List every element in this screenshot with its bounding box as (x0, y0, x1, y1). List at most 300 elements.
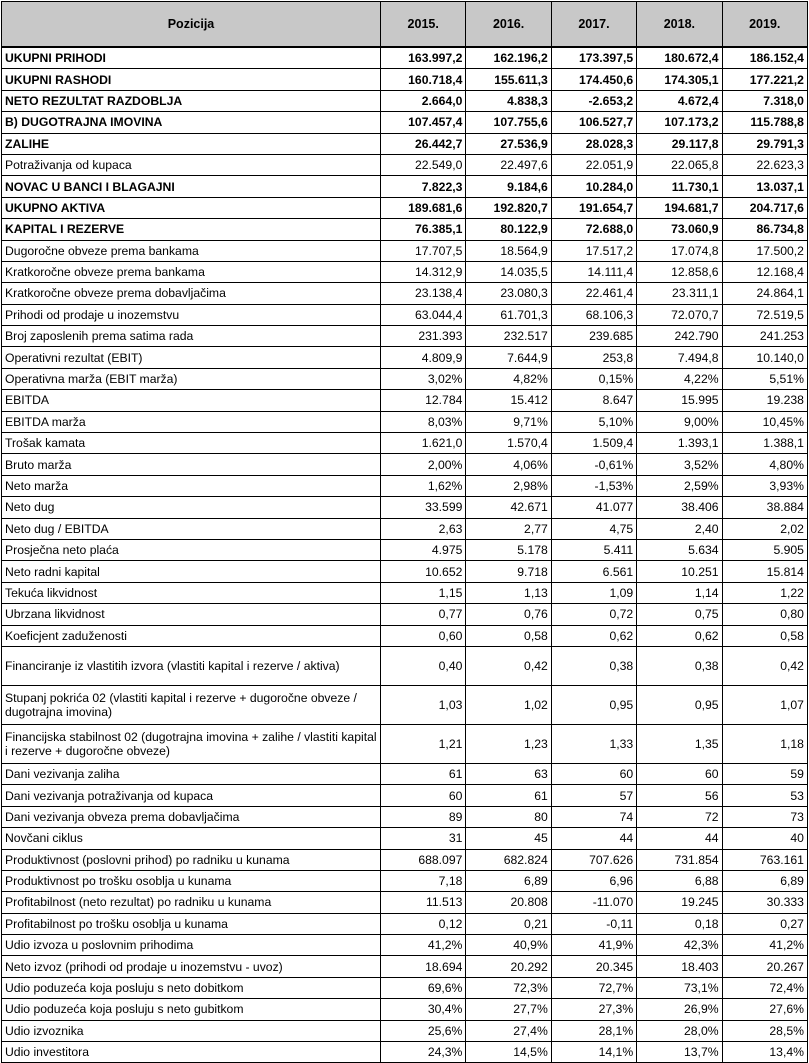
row-label: Neto marža (2, 475, 381, 496)
header-position: Pozicija (2, 2, 381, 48)
value-cell-2019: 2,02 (722, 518, 807, 539)
value-cell-2017: 60 (551, 763, 636, 784)
value-cell-2015: 1,21 (381, 724, 466, 763)
row-label: NOVAC U BANCI I BLAGAJNI (2, 176, 381, 197)
value-cell-2017: 173.397,5 (551, 47, 636, 69)
value-cell-2018: 72 (637, 806, 722, 827)
value-cell-2018: 26,9% (637, 999, 722, 1020)
table-header (2, 2, 808, 48)
value-cell-2018: 2,40 (637, 518, 722, 539)
table-row (2, 133, 808, 154)
value-cell-2018: 0,75 (637, 604, 722, 625)
value-cell-2015: 24,3% (381, 1042, 466, 1063)
value-cell-2015: 160.718,4 (381, 69, 466, 90)
value-cell-2017: 28.028,3 (551, 133, 636, 154)
value-cell-2017: 27,3% (551, 999, 636, 1020)
value-cell-2017: 4,75 (551, 518, 636, 539)
value-cell-2016: 20.292 (466, 956, 551, 977)
value-cell-2017: 20.345 (551, 956, 636, 977)
value-cell-2015: 231.393 (381, 326, 466, 347)
value-cell-2016: 80.122,9 (466, 219, 551, 240)
value-cell-2018: 194.681,7 (637, 197, 722, 218)
value-cell-2016: 9.718 (466, 561, 551, 582)
value-cell-2018: 23.311,1 (637, 283, 722, 304)
value-cell-2018: 4,22% (637, 368, 722, 389)
row-label: Udio poduzeća koja posluju s neto gubitkom (2, 999, 381, 1020)
value-cell-2019: 53 (722, 785, 807, 806)
value-cell-2017: 72,7% (551, 977, 636, 998)
value-cell-2017: 0,62 (551, 625, 636, 646)
value-cell-2016: 107.755,6 (466, 112, 551, 133)
value-cell-2015: 12.784 (381, 390, 466, 411)
value-cell-2015: 89 (381, 806, 466, 827)
value-cell-2018: 1,14 (637, 582, 722, 603)
value-cell-2015: 61 (381, 763, 466, 784)
table-row (2, 870, 808, 891)
value-cell-2017: 22.461,4 (551, 283, 636, 304)
value-cell-2017: 72.688,0 (551, 219, 636, 240)
value-cell-2017: 0,15% (551, 368, 636, 389)
value-cell-2018: 18.403 (637, 956, 722, 977)
value-cell-2016: 63 (466, 763, 551, 784)
row-label: EBITDA marža (2, 411, 381, 432)
value-cell-2016: 22.497,6 (466, 154, 551, 175)
value-cell-2015: 688.097 (381, 849, 466, 870)
row-label: NETO REZULTAT RAZDOBLJA (2, 90, 381, 111)
header-year-2016: 2016. (466, 2, 551, 48)
value-cell-2019: 0,58 (722, 625, 807, 646)
value-cell-2015: 2.664,0 (381, 90, 466, 111)
row-label: Financijska stabilnost 02 (dugotrajna imovina + zalihe / vlastiti kapital i rezerve + dugoročne obveze) (2, 724, 381, 763)
value-cell-2017: 10.284,0 (551, 176, 636, 197)
value-cell-2018: 174.305,1 (637, 69, 722, 90)
value-cell-2017: 6,96 (551, 870, 636, 891)
value-cell-2019: 115.788,8 (722, 112, 807, 133)
row-label: Neto dug / EBITDA (2, 518, 381, 539)
table-row (2, 240, 808, 261)
value-cell-2016: 682.824 (466, 849, 551, 870)
row-label: Udio izvoznika (2, 1020, 381, 1041)
value-cell-2017: 5,10% (551, 411, 636, 432)
row-label: Udio izvoza u poslovnim prihodima (2, 935, 381, 956)
value-cell-2017: 14.111,4 (551, 261, 636, 282)
table-row (2, 347, 808, 368)
row-label: Bruto marža (2, 454, 381, 475)
value-cell-2017: -1,53% (551, 475, 636, 496)
table-row (2, 454, 808, 475)
value-cell-2019: 1,18 (722, 724, 807, 763)
value-cell-2019: 177.221,2 (722, 69, 807, 90)
value-cell-2016: 9,71% (466, 411, 551, 432)
value-cell-2018: 17.074,8 (637, 240, 722, 261)
value-cell-2015: 1,03 (381, 685, 466, 724)
value-cell-2017: 174.450,6 (551, 69, 636, 90)
value-cell-2015: 7.822,3 (381, 176, 466, 197)
value-cell-2017: 57 (551, 785, 636, 806)
table-row (2, 935, 808, 956)
value-cell-2016: 4.838,3 (466, 90, 551, 111)
value-cell-2017: 239.685 (551, 326, 636, 347)
value-cell-2015: 25,6% (381, 1020, 466, 1041)
value-cell-2015: 33.599 (381, 497, 466, 518)
row-label: Dani vezivanja zaliha (2, 763, 381, 784)
value-cell-2015: 1,62% (381, 475, 466, 496)
value-cell-2017: 1,09 (551, 582, 636, 603)
value-cell-2015: 0,77 (381, 604, 466, 625)
value-cell-2019: 20.267 (722, 956, 807, 977)
row-label: Produktivnost po trošku osoblja u kunama (2, 870, 381, 891)
value-cell-2016: 40,9% (466, 935, 551, 956)
row-label: EBITDA (2, 390, 381, 411)
value-cell-2016: 61 (466, 785, 551, 806)
value-cell-2018: 242.790 (637, 326, 722, 347)
value-cell-2019: 29.791,3 (722, 133, 807, 154)
value-cell-2016: 0,21 (466, 913, 551, 934)
value-cell-2016: 23.080,3 (466, 283, 551, 304)
value-cell-2015: 63.044,4 (381, 304, 466, 325)
value-cell-2018: 73.060,9 (637, 219, 722, 240)
table-row (2, 685, 808, 724)
value-cell-2016: 14.035,5 (466, 261, 551, 282)
value-cell-2016: 4,82% (466, 368, 551, 389)
value-cell-2019: 10,45% (722, 411, 807, 432)
table-row (2, 724, 808, 763)
table-row (2, 999, 808, 1020)
value-cell-2019: 38.884 (722, 497, 807, 518)
table-row (2, 304, 808, 325)
value-cell-2015: 189.681,6 (381, 197, 466, 218)
value-cell-2019: 30.333 (722, 892, 807, 913)
table-row (2, 1020, 808, 1041)
table-row (2, 497, 808, 518)
value-cell-2019: 3,93% (722, 475, 807, 496)
value-cell-2017: 707.626 (551, 849, 636, 870)
value-cell-2016: 15.412 (466, 390, 551, 411)
value-cell-2018: 29.117,8 (637, 133, 722, 154)
table-row (2, 913, 808, 934)
value-cell-2017: 0,95 (551, 685, 636, 724)
value-cell-2019: 41,2% (722, 935, 807, 956)
value-cell-2018: 60 (637, 763, 722, 784)
value-cell-2015: 1,15 (381, 582, 466, 603)
value-cell-2017: 0,72 (551, 604, 636, 625)
value-cell-2017: 191.654,7 (551, 197, 636, 218)
table-row (2, 977, 808, 998)
value-cell-2019: 186.152,4 (722, 47, 807, 69)
row-label: Novčani ciklus (2, 828, 381, 849)
value-cell-2018: 0,18 (637, 913, 722, 934)
value-cell-2016: 6,89 (466, 870, 551, 891)
value-cell-2019: 241.253 (722, 326, 807, 347)
value-cell-2016: 1,02 (466, 685, 551, 724)
value-cell-2015: 26.442,7 (381, 133, 466, 154)
value-cell-2019: 17.500,2 (722, 240, 807, 261)
table-row (2, 539, 808, 560)
value-cell-2019: 72,4% (722, 977, 807, 998)
value-cell-2019: 0,42 (722, 646, 807, 685)
value-cell-2015: 2,63 (381, 518, 466, 539)
row-label: Profitabilnost (neto rezultat) po radniku u kunama (2, 892, 381, 913)
value-cell-2017: 8.647 (551, 390, 636, 411)
value-cell-2019: 204.717,6 (722, 197, 807, 218)
value-cell-2018: 0,38 (637, 646, 722, 685)
row-label: Broj zaposlenih prema satima rada (2, 326, 381, 347)
value-cell-2016: 0,76 (466, 604, 551, 625)
financial-indicators-table (1, 1, 808, 1063)
value-cell-2019: 0,27 (722, 913, 807, 934)
row-label: Operativni rezultat (EBIT) (2, 347, 381, 368)
row-label: Tekuća likvidnost (2, 582, 381, 603)
table-row (2, 849, 808, 870)
value-cell-2015: 3,02% (381, 368, 466, 389)
value-cell-2019: 10.140,0 (722, 347, 807, 368)
table-row (2, 90, 808, 111)
value-cell-2018: 10.251 (637, 561, 722, 582)
table-row (2, 219, 808, 240)
value-cell-2018: 7.494,8 (637, 347, 722, 368)
value-cell-2019: 27,6% (722, 999, 807, 1020)
value-cell-2018: 107.173,2 (637, 112, 722, 133)
value-cell-2019: 1,07 (722, 685, 807, 724)
value-cell-2016: 192.820,7 (466, 197, 551, 218)
value-cell-2018: 12.858,6 (637, 261, 722, 282)
value-cell-2018: 180.672,4 (637, 47, 722, 69)
row-label: UKUPNO AKTIVA (2, 197, 381, 218)
value-cell-2015: 22.549,0 (381, 154, 466, 175)
value-cell-2015: 18.694 (381, 956, 466, 977)
value-cell-2018: 4.672,4 (637, 90, 722, 111)
value-cell-2017: 41,9% (551, 935, 636, 956)
value-cell-2018: 28,0% (637, 1020, 722, 1041)
value-cell-2018: 9,00% (637, 411, 722, 432)
value-cell-2019: 28,5% (722, 1020, 807, 1041)
table-row (2, 625, 808, 646)
value-cell-2016: 0,42 (466, 646, 551, 685)
row-label: Ubrzana likvidnost (2, 604, 381, 625)
value-cell-2015: 30,4% (381, 999, 466, 1020)
row-label: Dugoročne obveze prema bankama (2, 240, 381, 261)
value-cell-2016: 155.611,3 (466, 69, 551, 90)
value-cell-2018: 11.730,1 (637, 176, 722, 197)
value-cell-2019: 0,80 (722, 604, 807, 625)
header-year-2018: 2018. (637, 2, 722, 48)
value-cell-2017: -11.070 (551, 892, 636, 913)
value-cell-2017: -0,11 (551, 913, 636, 934)
value-cell-2017: 253,8 (551, 347, 636, 368)
table-row (2, 518, 808, 539)
value-cell-2018: 2,59% (637, 475, 722, 496)
value-cell-2019: 5,51% (722, 368, 807, 389)
value-cell-2019: 24.864,1 (722, 283, 807, 304)
value-cell-2019: 1,22 (722, 582, 807, 603)
row-label: UKUPNI RASHODI (2, 69, 381, 90)
value-cell-2018: 0,62 (637, 625, 722, 646)
value-cell-2019: 4,80% (722, 454, 807, 475)
table-row (2, 112, 808, 133)
value-cell-2017: 1,33 (551, 724, 636, 763)
row-label: Dani vezivanja obveza prema dobavljačima (2, 806, 381, 827)
row-label: Koeficjent zaduženosti (2, 625, 381, 646)
value-cell-2019: 19.238 (722, 390, 807, 411)
table-row (2, 176, 808, 197)
value-cell-2017: -0,61% (551, 454, 636, 475)
value-cell-2017: 5.411 (551, 539, 636, 560)
value-cell-2019: 72.519,5 (722, 304, 807, 325)
value-cell-2016: 9.184,6 (466, 176, 551, 197)
value-cell-2015: 76.385,1 (381, 219, 466, 240)
row-label: Neto izvoz (prihodi od prodaje u inozemstvu - uvoz) (2, 956, 381, 977)
value-cell-2017: 74 (551, 806, 636, 827)
value-cell-2015: 7,18 (381, 870, 466, 891)
value-cell-2016: 1.570,4 (466, 433, 551, 454)
row-label: Operativna marža (EBIT marža) (2, 368, 381, 389)
value-cell-2019: 12.168,4 (722, 261, 807, 282)
value-cell-2018: 5.634 (637, 539, 722, 560)
header-row (2, 2, 808, 48)
row-label: Profitabilnost po trošku osoblja u kunama (2, 913, 381, 934)
row-label: ZALIHE (2, 133, 381, 154)
value-cell-2018: 6,88 (637, 870, 722, 891)
value-cell-2017: 1.509,4 (551, 433, 636, 454)
value-cell-2018: 42,3% (637, 935, 722, 956)
table-row (2, 69, 808, 90)
value-cell-2017: 0,38 (551, 646, 636, 685)
value-cell-2019: 7.318,0 (722, 90, 807, 111)
value-cell-2018: 72.070,7 (637, 304, 722, 325)
table-row (2, 283, 808, 304)
value-cell-2015: 60 (381, 785, 466, 806)
value-cell-2016: 45 (466, 828, 551, 849)
row-label: Stupanj pokrića 02 (vlastiti kapital i rezerve + dugoročne obveze / dugotrajna imovina) (2, 685, 381, 724)
value-cell-2017: 14,1% (551, 1042, 636, 1063)
row-label: B) DUGOTRAJNA IMOVINA (2, 112, 381, 133)
table-row (2, 582, 808, 603)
row-label: Neto radni kapital (2, 561, 381, 582)
value-cell-2015: 4.975 (381, 539, 466, 560)
header-year-2015: 2015. (381, 2, 466, 48)
value-cell-2015: 0,40 (381, 646, 466, 685)
table-row (2, 475, 808, 496)
row-label: Neto dug (2, 497, 381, 518)
row-label: Dani vezivanja potraživanja od kupaca (2, 785, 381, 806)
value-cell-2015: 8,03% (381, 411, 466, 432)
table-row (2, 785, 808, 806)
value-cell-2015: 0,12 (381, 913, 466, 934)
value-cell-2016: 14,5% (466, 1042, 551, 1063)
value-cell-2018: 3,52% (637, 454, 722, 475)
value-cell-2015: 11.513 (381, 892, 466, 913)
table-row (2, 368, 808, 389)
value-cell-2019: 40 (722, 828, 807, 849)
value-cell-2016: 27,4% (466, 1020, 551, 1041)
value-cell-2018: 44 (637, 828, 722, 849)
value-cell-2016: 7.644,9 (466, 347, 551, 368)
value-cell-2018: 15.995 (637, 390, 722, 411)
value-cell-2016: 0,58 (466, 625, 551, 646)
row-label: Prihodi od prodaje u inozemstvu (2, 304, 381, 325)
table-row (2, 604, 808, 625)
table-row (2, 261, 808, 282)
table-body (2, 47, 808, 1063)
table-row (2, 892, 808, 913)
value-cell-2018: 19.245 (637, 892, 722, 913)
value-cell-2019: 6,89 (722, 870, 807, 891)
value-cell-2018: 13,7% (637, 1042, 722, 1063)
value-cell-2017: 28,1% (551, 1020, 636, 1041)
table-row (2, 646, 808, 685)
value-cell-2015: 31 (381, 828, 466, 849)
row-label: UKUPNI PRIHODI (2, 47, 381, 69)
header-year-2017: 2017. (551, 2, 636, 48)
table-row (2, 154, 808, 175)
value-cell-2019: 1.388,1 (722, 433, 807, 454)
header-year-2019: 2019. (722, 2, 807, 48)
value-cell-2017: 106.527,7 (551, 112, 636, 133)
value-cell-2016: 5.178 (466, 539, 551, 560)
value-cell-2015: 4.809,9 (381, 347, 466, 368)
row-label: Udio investitora (2, 1042, 381, 1063)
value-cell-2015: 14.312,9 (381, 261, 466, 282)
value-cell-2016: 72,3% (466, 977, 551, 998)
table-row (2, 828, 808, 849)
table-row (2, 763, 808, 784)
row-label: Kratkoročne obveze prema bankama (2, 261, 381, 282)
value-cell-2018: 56 (637, 785, 722, 806)
row-label: Produktivnost (poslovni prihod) po radniku u kunama (2, 849, 381, 870)
value-cell-2016: 20.808 (466, 892, 551, 913)
value-cell-2018: 0,95 (637, 685, 722, 724)
table-row (2, 197, 808, 218)
value-cell-2016: 2,77 (466, 518, 551, 539)
value-cell-2015: 1.621,0 (381, 433, 466, 454)
row-label: Potraživanja od kupaca (2, 154, 381, 175)
table-row (2, 1042, 808, 1063)
value-cell-2017: 44 (551, 828, 636, 849)
value-cell-2019: 5.905 (722, 539, 807, 560)
value-cell-2015: 107.457,4 (381, 112, 466, 133)
table-row (2, 411, 808, 432)
row-label: Financiranje iz vlastitih izvora (vlastiti kapital i rezerve / aktiva) (2, 646, 381, 685)
value-cell-2016: 80 (466, 806, 551, 827)
row-label: KAPITAL I REZERVE (2, 219, 381, 240)
row-label: Udio poduzeća koja posluju s neto dobitkom (2, 977, 381, 998)
row-label: Trošak kamata (2, 433, 381, 454)
table-row (2, 390, 808, 411)
value-cell-2016: 61.701,3 (466, 304, 551, 325)
value-cell-2019: 59 (722, 763, 807, 784)
value-cell-2015: 163.997,2 (381, 47, 466, 69)
value-cell-2016: 18.564,9 (466, 240, 551, 261)
value-cell-2017: 22.051,9 (551, 154, 636, 175)
table-row (2, 47, 808, 69)
value-cell-2019: 763.161 (722, 849, 807, 870)
value-cell-2017: 41.077 (551, 497, 636, 518)
value-cell-2017: 17.517,2 (551, 240, 636, 261)
value-cell-2016: 42.671 (466, 497, 551, 518)
table-row (2, 806, 808, 827)
value-cell-2015: 69,6% (381, 977, 466, 998)
value-cell-2018: 1.393,1 (637, 433, 722, 454)
value-cell-2017: 6.561 (551, 561, 636, 582)
value-cell-2018: 38.406 (637, 497, 722, 518)
value-cell-2019: 15.814 (722, 561, 807, 582)
table-row (2, 433, 808, 454)
value-cell-2016: 4,06% (466, 454, 551, 475)
value-cell-2015: 17.707,5 (381, 240, 466, 261)
value-cell-2019: 13.037,1 (722, 176, 807, 197)
value-cell-2015: 0,60 (381, 625, 466, 646)
value-cell-2016: 27,7% (466, 999, 551, 1020)
